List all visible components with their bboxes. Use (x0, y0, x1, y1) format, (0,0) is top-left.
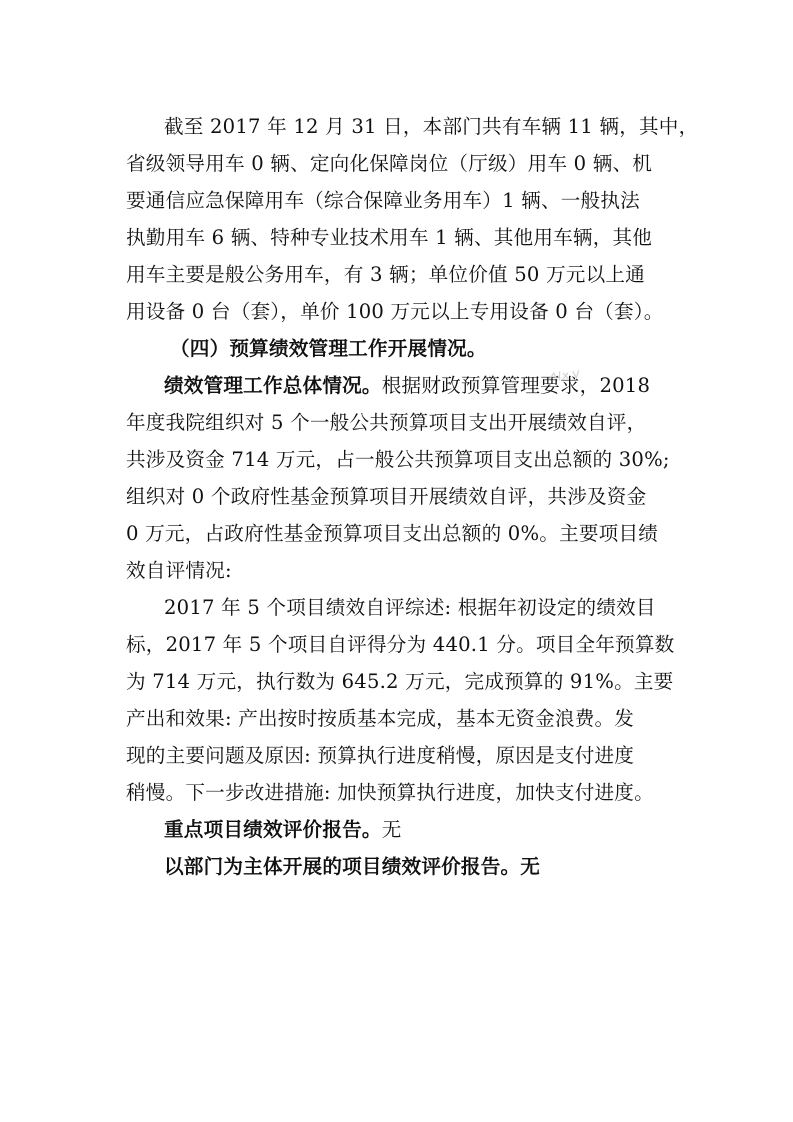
text-line: 产出和效果: 产出按时按质基本完成，基本无资金浪费。发 (126, 707, 635, 730)
paragraph-text: 根据财政预算管理要求，2018 (381, 374, 651, 397)
text-line: 效自评情况: (126, 559, 232, 582)
dept-project-line (126, 848, 686, 885)
overall-paragraph (126, 367, 686, 589)
key-project-line (126, 811, 686, 848)
vehicles-paragraph (126, 108, 699, 330)
paragraph-lead: 绩效管理工作总体情况。 (164, 374, 382, 397)
scan-smudge-mark (545, 364, 583, 386)
text-line: 标，2017 年 5 个项目自评得分为 440.1 分。项目全年预算数 (126, 633, 675, 656)
paragraph-lead: 以部门为主体开展的项目绩效评价报告。 (164, 855, 521, 878)
text-line: 用设备 0 台（套），单价 100 万元以上专用设备 0 台（套）。 (126, 300, 664, 323)
text-line: 截至 2017 年 12 月 31 日，本部门共有车辆 11 辆，其中， (164, 115, 699, 138)
document-page (126, 108, 699, 885)
section-heading: （四）预算绩效管理工作开展情况。 (170, 337, 487, 360)
text-line: 组织对 0 个政府性基金预算项目开展绩效自评，共涉及资金 (126, 485, 647, 508)
smudge-icon (545, 364, 583, 386)
text-line: 共涉及资金 714 万元，占一般公共预算项目支出总额的 30%; (126, 448, 670, 471)
text-line: 要通信应急保障用车（综合保障业务用车）1 辆、一般执法 (126, 189, 640, 212)
paragraph-lead: 重点项目绩效评价报告。 (164, 818, 382, 841)
text-line: 用车主要是般公务用车，有 3 辆；单位价值 50 万元以上通 (126, 263, 645, 286)
summary-paragraph (126, 589, 686, 811)
text-line: 2017 年 5 个项目绩效自评综述: 根据年初设定的绩效目 (164, 596, 656, 619)
text-line: 执勤用车 6 辆、特种专业技术用车 1 辆、其他用车辆，其他 (126, 226, 653, 249)
text-line: 年度我院组织对 5 个一般公共预算项目支出开展绩效自评， (126, 411, 647, 434)
text-line: 稍慢。下一步改进措施: 加快预算执行进度，加快支付进度。 (126, 781, 654, 804)
text-line (126, 367, 686, 404)
text-line: 0 万元，占政府性基金预算项目支出总额的 0%。主要项目绩 (126, 522, 659, 545)
paragraph-text: 无 (520, 855, 541, 878)
text-line: 现的主要问题及原因: 预算执行进度稍慢，原因是支付进度 (126, 744, 635, 767)
text-line: 省级领导用车 0 辆、定向化保障岗位（厅级）用车 0 辆、机 (126, 152, 653, 175)
paragraph-text: 无 (381, 818, 402, 841)
text-line: 为 714 万元，执行数为 645.2 万元，完成预算的 91%。主要 (126, 670, 674, 693)
